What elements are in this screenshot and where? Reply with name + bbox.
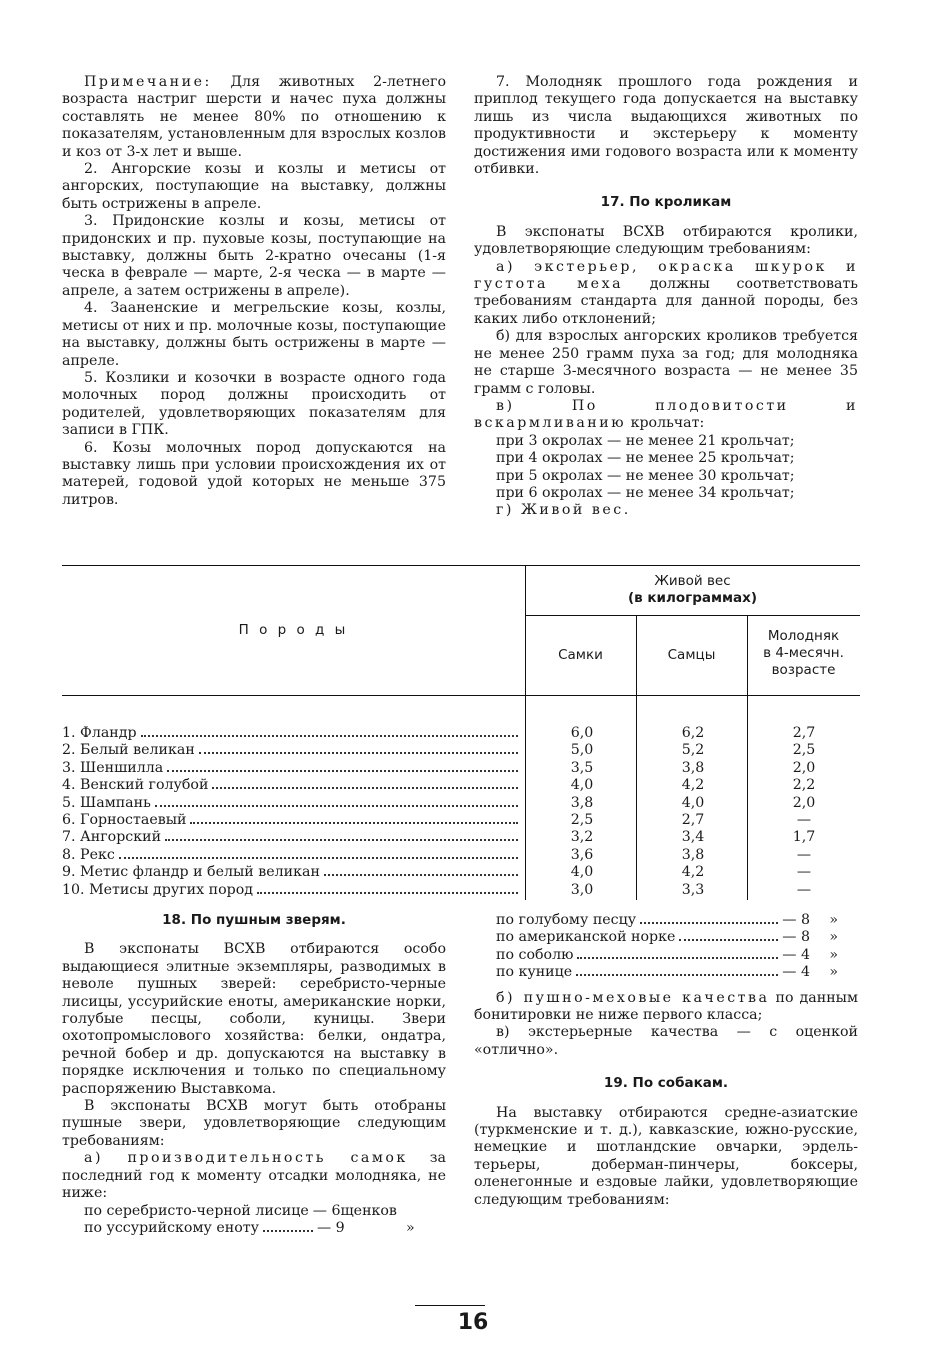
breed-cell [62,812,522,829]
yield-row [84,1203,446,1220]
left-column-bottom [62,912,446,1237]
rabbits-intro: В экспонаты ВСХВ отбираются кролики, удовлетворяющие следующим требованиям: [474,223,858,258]
males-cell: 3,8 [681,759,705,776]
breed-name: 3. Шеншилла [62,759,164,776]
breed-name: 5. Шампань [62,794,151,811]
paragraph-4: 4. Зааненские и мегрельские козы, козлы, метисы от них и пр. молочные козы, поступающие на выставку, должны быть острижены в марте — апреле. [62,300,446,369]
yield-label: по уссурийскому еноту [84,1219,259,1236]
males-cell: 4,2 [681,777,705,794]
fur-requirements: В экспонаты ВСХВ могут быть отобраны пушные звери, удовлетворяющие следующим требованиям: [62,1098,446,1149]
yield-unit: щенков [340,1202,397,1219]
breed-cell [62,742,522,759]
table-row [62,742,860,760]
yield-row [496,964,838,981]
breed-cell [62,864,522,881]
yield-value: — 4 [782,964,810,981]
leader-dots [190,822,518,824]
rabbits-item-v-rest: крольчат: [630,415,705,432]
males-cell: 3,3 [681,881,705,898]
fur-item-b [474,990,858,1025]
young-cell: 1,7 [792,829,816,846]
table-row [62,795,860,813]
leader-dots [155,805,518,807]
header-breeds: П о р о д ы [238,622,349,638]
dogs-intro: На выставку отбираются средне-азиатские (туркменские и т. д.), кавказские, южно-русские, немецкие и шотландские овчарки, эрдель-терьеры, доберман-пинчеры, боксеры, оленегонные и ездовые лайки, удовлетворяющие следующим требованиям: [474,1104,858,1208]
table-row [62,760,860,778]
table-row [62,864,860,882]
yield-value: — 8 [782,929,810,946]
breed-cell [62,847,522,864]
females-cell: 6,0 [570,725,594,741]
fertility-item: при 5 окролах — не менее 30 крольчат; [496,467,795,484]
yield-label: по серебристо-черной лисице [84,1202,309,1219]
young-cell: — [796,864,812,881]
note-text: Для животных 2-летнего возраста настриг шерсти и начес пуха должны составлять не менее 80% по отношению к показателям, установленным для взрослых козлов и коз от 3-х лет и выше. [62,74,446,160]
breed-cell [62,882,522,899]
right-column-bottom [474,912,858,1209]
females-cell: 4,0 [570,777,594,794]
table-row [62,777,860,795]
young-cell: 2,5 [792,742,816,759]
leader-dots [165,839,518,841]
fur-yield-list-1 [62,1203,446,1238]
yield-value: — 8 [782,912,810,928]
young-cell: — [796,812,812,828]
females-cell: 3,6 [570,846,594,863]
table-row [62,725,860,743]
fur-item-b-rest: по данным бонитировки не ниже первого класса; [474,989,858,1024]
note-lead: Примечание: [84,74,212,90]
leader-dots [199,752,518,754]
fur-item-a-rest: за последний год к моменту отсадки молодняка, не ниже: [62,1150,446,1202]
fertility-item: при 6 окролах — не менее 34 крольчат; [496,484,795,501]
leader-dots [119,857,518,859]
fertility-item: при 3 окролах — не менее 21 крольчат; [496,432,795,449]
males-cell: 6,2 [681,725,705,741]
fur-yield-list-2 [474,912,858,982]
breed-name: 8. Рекс [62,846,115,863]
females-cell: 2,5 [570,812,594,828]
breed-name: 6. Горностаевый [62,812,187,828]
young-cell: 2,7 [792,725,816,741]
rabbits-item-v [474,398,858,433]
yield-unit: » [829,912,838,928]
males-cell: 3,4 [681,829,705,846]
fur-item-b-lead: б) пушно-меховые качества [496,989,770,1006]
table-row [62,847,860,865]
section-heading-18: 18. По пушным зверям. [162,912,346,928]
yield-label: по соболю [496,946,574,963]
leader-dots [679,939,778,941]
males-cell: 2,7 [681,812,705,828]
yield-unit: » [829,964,838,981]
females-cell: 3,0 [570,881,594,898]
young-cell: 2,0 [792,759,816,776]
young-cell: 2,2 [792,777,816,794]
females-cell: 3,5 [570,759,594,776]
header-live-weight-line2: (в килограммах) [627,590,758,606]
yield-unit: » [829,929,838,946]
leader-dots [324,874,518,876]
males-cell: 5,2 [681,742,705,759]
fertility-item: при 4 окролах — не менее 25 крольчат; [496,450,795,467]
header-males: Самцы [667,647,716,663]
paragraph-5: 5. Козлики и козочки в возрасте одного года молочных пород должны происходить от родителей, удовлетворяющих показателям для записи в ГПК. [62,369,446,439]
yield-row [496,947,838,964]
yield-unit: » [829,946,838,963]
females-cell: 4,0 [570,864,594,881]
yield-label: по американской норке [496,929,676,946]
breed-name: 9. Метис фландр и белый великан [62,864,320,881]
fur-item-v: в) экстерьерные качества — с оценкой «отлично». [474,1024,858,1058]
leader-dots [212,787,518,789]
rabbits-item-a-rest: должны соответствовать требованиям стандарта для данной породы, без каких либо отклонений; [474,276,858,327]
leader-dots [577,957,778,959]
paragraph-2: 2. Ангорские козы и козлы и метисы от ангорских, поступающие на выставку, должны быть острижены в апреле. [62,161,446,212]
paragraph-3: 3. Придонские козлы и козы, метисы от придонских и пр. пуховые козы, поступающие на выставку, должны быть 2-кратно очесаны (1-я ческа в феврале — марте, 2-я ческа — в марте — апреле, а затем острижены в апреле). [62,213,446,299]
breed-name: 10. Метисы других пород [62,881,253,898]
yield-label: по голубому песцу [496,912,637,928]
females-cell: 5,0 [570,742,594,759]
right-column-top [474,74,858,520]
header-females: Самки [558,647,603,663]
page-number: 16 [457,1310,489,1335]
rabbits-item-v-lead: в) По плодовитости и вскармливанию [474,397,858,432]
yield-unit: » [405,1219,415,1236]
table-row [62,882,860,900]
breed-cell [62,829,522,846]
leader-dots [576,974,778,976]
fur-item-a-lead: а) производительность самок [84,1150,408,1167]
left-column-top [62,74,446,509]
table-top-rule [62,565,860,566]
header-young-line3: возрасте [771,662,836,678]
leader-dots [141,735,518,737]
rabbits-item-g: г) Живой вес. [496,502,631,519]
yield-value: — 6 [312,1202,341,1219]
leader-dots [257,892,518,894]
note-paragraph [62,74,446,161]
section-heading-19: 19. По собакам. [603,1075,729,1092]
breed-cell [62,795,522,812]
breed-cell [62,777,522,794]
breed-name: 2. Белый великан [62,742,195,759]
header-bottom-rule [62,695,860,696]
breed-cell [62,760,522,777]
males-cell: 3,8 [681,846,705,863]
leader-dots [263,1230,313,1232]
leader-dots [640,922,778,924]
section-heading-17: 17. По кроликам [600,194,732,211]
rabbits-item-b: б) для взрослых ангорских кроликов требуется не менее 250 грамм пуха за год; для молодняка не старше 3-месячного возраста — не менее 35 грамм с головы. [474,328,858,397]
fertility-list [474,433,858,503]
breed-cell [62,725,522,742]
breed-name: 7. Ангорский [62,829,162,846]
page-number-rule [415,1305,485,1306]
rabbit-weight-table [62,565,860,900]
header-young-line2: в 4-месячн. [763,645,844,661]
females-cell: 3,8 [570,794,594,811]
paragraph-6: 6. Козы молочных пород допускаются на выставку лишь при условии происхождения их от матерей, годовой удой которых не меньше 375 литров. [62,439,446,508]
fur-item-a [62,1150,446,1202]
yield-label: по кунице [496,964,573,981]
table-row [62,812,860,830]
males-cell: 4,0 [681,794,705,811]
yield-value: — 4 [782,946,810,963]
breed-name: 4. Венский голубой [62,777,209,794]
males-cell: 4,2 [681,864,705,881]
header-young [747,628,860,679]
table-row [62,829,860,847]
header-live-weight [525,573,860,607]
header-live-weight-line1: Живой вес [654,573,731,589]
header-young-line1: Молодняк [767,628,840,644]
yield-row [84,1220,446,1237]
yield-row [496,929,838,946]
rabbits-item-a-lead: а) экстерьер, окраска шкурок и густота меха [474,258,858,293]
group-header-rule [525,615,860,616]
paragraph-7: 7. Молодняк прошлого года рождения и приплод текущего года допускается на выставку лишь из числа выдающихся животных по продуктивности и экстерьеру к моменту достижения ими годового возраста или к моменту отбивки. [474,74,858,178]
yield-row [496,912,838,929]
fur-intro: В экспонаты ВСХВ отбираются особо выдающиеся элитные экземпляры, разводимых в неволе пушных зверей: серебристо-черные лисицы, уссурийские еноты, американские норки, голубые песцы, соболи, куницы. Звери охотопромыслового хозяйства: белки, ондатра, речной бобер и др. допускаются на выставку в порядке исключения и только по специальному распоряжению Выставкома. [62,941,446,1097]
young-cell: — [796,881,812,898]
females-cell: 3,2 [570,829,594,846]
yield-value: — 9 [316,1219,345,1236]
breed-name: 1. Фландр [62,725,137,741]
young-cell: — [796,846,812,863]
young-cell: 2,0 [792,794,816,811]
leader-dots [167,770,518,772]
rabbits-item-a [474,259,858,329]
